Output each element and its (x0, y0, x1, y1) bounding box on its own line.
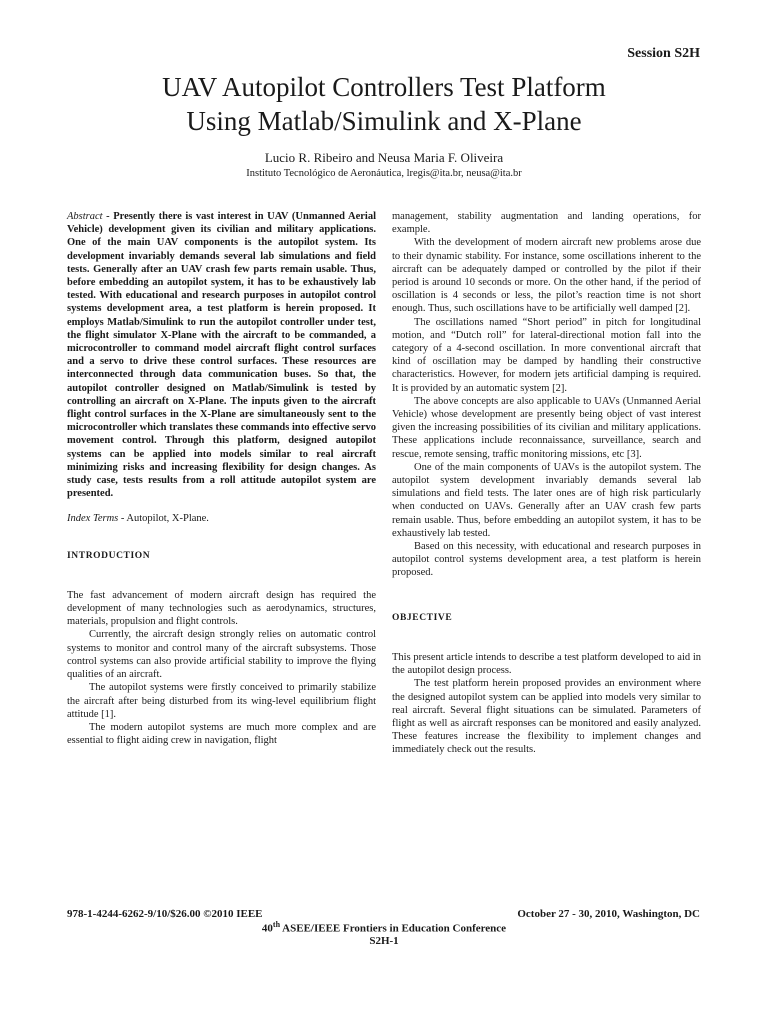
paragraph: Currently, the aircraft design strongly relies on automatic control systems to monitor and control many of the aircraft subsystems. Those control systems can also provide artificial stability to improve the flying qualities of an aircraft. (67, 629, 376, 681)
paragraph: Based on this necessity, with educational and research purposes in autopilot control systems development area, a test platform is herein proposed. (392, 541, 701, 579)
paragraph: The modern autopilot systems are much more complex and are essential to flight aiding crew in navigation, flight (67, 721, 376, 747)
footer-conference-number: 40 (261, 922, 273, 935)
paragraph: This present article intends to describe a test platform developed to aid in the autopilot design process. (392, 651, 701, 677)
paragraph: The test platform herein proposed provides an environment where the designed autopilot system can be applied into models very similar to real aircraft. Several flight situations can be simulated. Parameters of flight as well as aircraft responses can be monitored and easily analyzed. These features increase the flexibility to implement changes and immediately check out the results. (392, 678, 701, 756)
abstract-lead: Abstract (67, 211, 103, 222)
section-heading-introduction: INTRODUCTION (67, 550, 151, 561)
paragraph: The oscillations named “Short period” in pitch for longitudinal motion, and “Dutch roll” for lateral-directional motion fall into the category of a 4-second oscillation. In more conventional aircraft that kind of oscillation may be damped by handling their constructive characteristics. However, for modern jets artificial damping is required. It is provided by an automatic system [2]. (392, 316, 701, 394)
paper-title-line-1: UAV Autopilot Controllers Test Platform (162, 72, 606, 102)
footer-conference-suffix: th (272, 920, 281, 929)
paragraph: The above concepts are also applicable to UAVs (Unmanned Aerial Vehicle) whose development are presently being object of vast interest given the increasing possibilities of its civilian and military applications. These applications include reconnaissance, surveillance, search and rescue, remote sensing, traffic monitoring missions, etc [3]. (392, 395, 701, 460)
abstract (67, 210, 376, 500)
paragraph: One of the main components of UAVs is the autopilot system. The autopilot system development invariably demands several lab simulations and field tests. The later ones are of high risk particularly when conducted on UAVs. Generally after an UAV crash few parts remain usable. Thus, before embedding an autopilot system, it has to be exhaustively lab tested. (392, 461, 701, 539)
authors: Lucio R. Ribeiro and Neusa Maria F. Oliveira (264, 150, 504, 165)
index-terms (67, 512, 376, 525)
footer-conference (0, 920, 768, 935)
paragraph: The fast advancement of modern aircraft design has required the development of many technologies such as aerodynamics, structures, materials, propulsion and flight controls. (67, 589, 376, 628)
right-column (392, 210, 701, 757)
left-column (67, 210, 376, 747)
footer-conference-name: ASEE/IEEE Frontiers in Education Conference (280, 922, 507, 935)
section-heading-objective: OBJECTIVE (392, 612, 453, 623)
paragraph: The autopilot systems were firstly conceived to primarily stabilize the aircraft after being disturbed from its wing-level equilibrium flight attitude [1]. (67, 682, 376, 720)
paragraph: With the development of modern aircraft new problems arose due to their dynamic stability. For instance, some oscillations inherent to the aircraft can be adequately damped or controlled by the pilot if their period is around 10 seconds or more. On the other hand, if the period of oscillation is 4 seconds or less, the pilot’s reaction time is not short enough. Thus, such oscillations have to be artificially well damped [2]. (392, 237, 701, 315)
footer-date-location: October 27 - 30, 2010, Washington, DC (517, 908, 700, 920)
footer-page-number: S2H-1 (369, 935, 399, 947)
paper-title-line-2: Using Matlab/Simulink and X-Plane (186, 106, 582, 136)
index-terms-text: - Autopilot, X-Plane. (118, 513, 209, 525)
paragraph: management, stability augmentation and landing operations, for example. (392, 211, 701, 236)
affiliation: Instituto Tecnológico de Aeronáutica, lregis@ita.br, neusa@ita.br (246, 168, 522, 179)
session-label: Session S2H (627, 46, 700, 61)
abstract-text: - Presently there is vast interest in UAV (Unmanned Aerial Vehicle) development given its civilian and military applications. One of the main UAV components is the autopilot system. Its development invariably demands several lab simulations and field tests. Generally after an UAV crash few parts remain usable. Thus, before embedding an autopilot system, it has to be exhaustively lab tested. With educational and research purposes in autopilot control systems development area, a test platform is herein proposed. It employs Matlab/Simulink to run the autopilot controller under test, the flight simulator X-Plane with the aircraft to be commanded, a microcontroller to command model aircraft flight control surfaces and a servo to drive these control surfaces. These resources are interconnected through data communication buses. So that, the autopilot controller designed on Matlab/Simulink is tested by controlling an aircraft on X-Plane. The inputs given to the aircraft flight control surfaces in the X-Plane are simultaneously sent to the microcontroller which translates these commands into effective servo movement control. Through this platform, designed autopilot systems can be applied into models similar to real aircraft minimizing risks and increasing flexibility for design changes. As study case, tests results from a roll attitude autopilot system are presented. (67, 211, 376, 500)
index-terms-lead: Index Terms (67, 513, 119, 525)
footer-copyright: 978-1-4244-6262-9/10/$26.00 ©2010 IEEE (67, 908, 263, 920)
paper-title (40, 70, 728, 138)
